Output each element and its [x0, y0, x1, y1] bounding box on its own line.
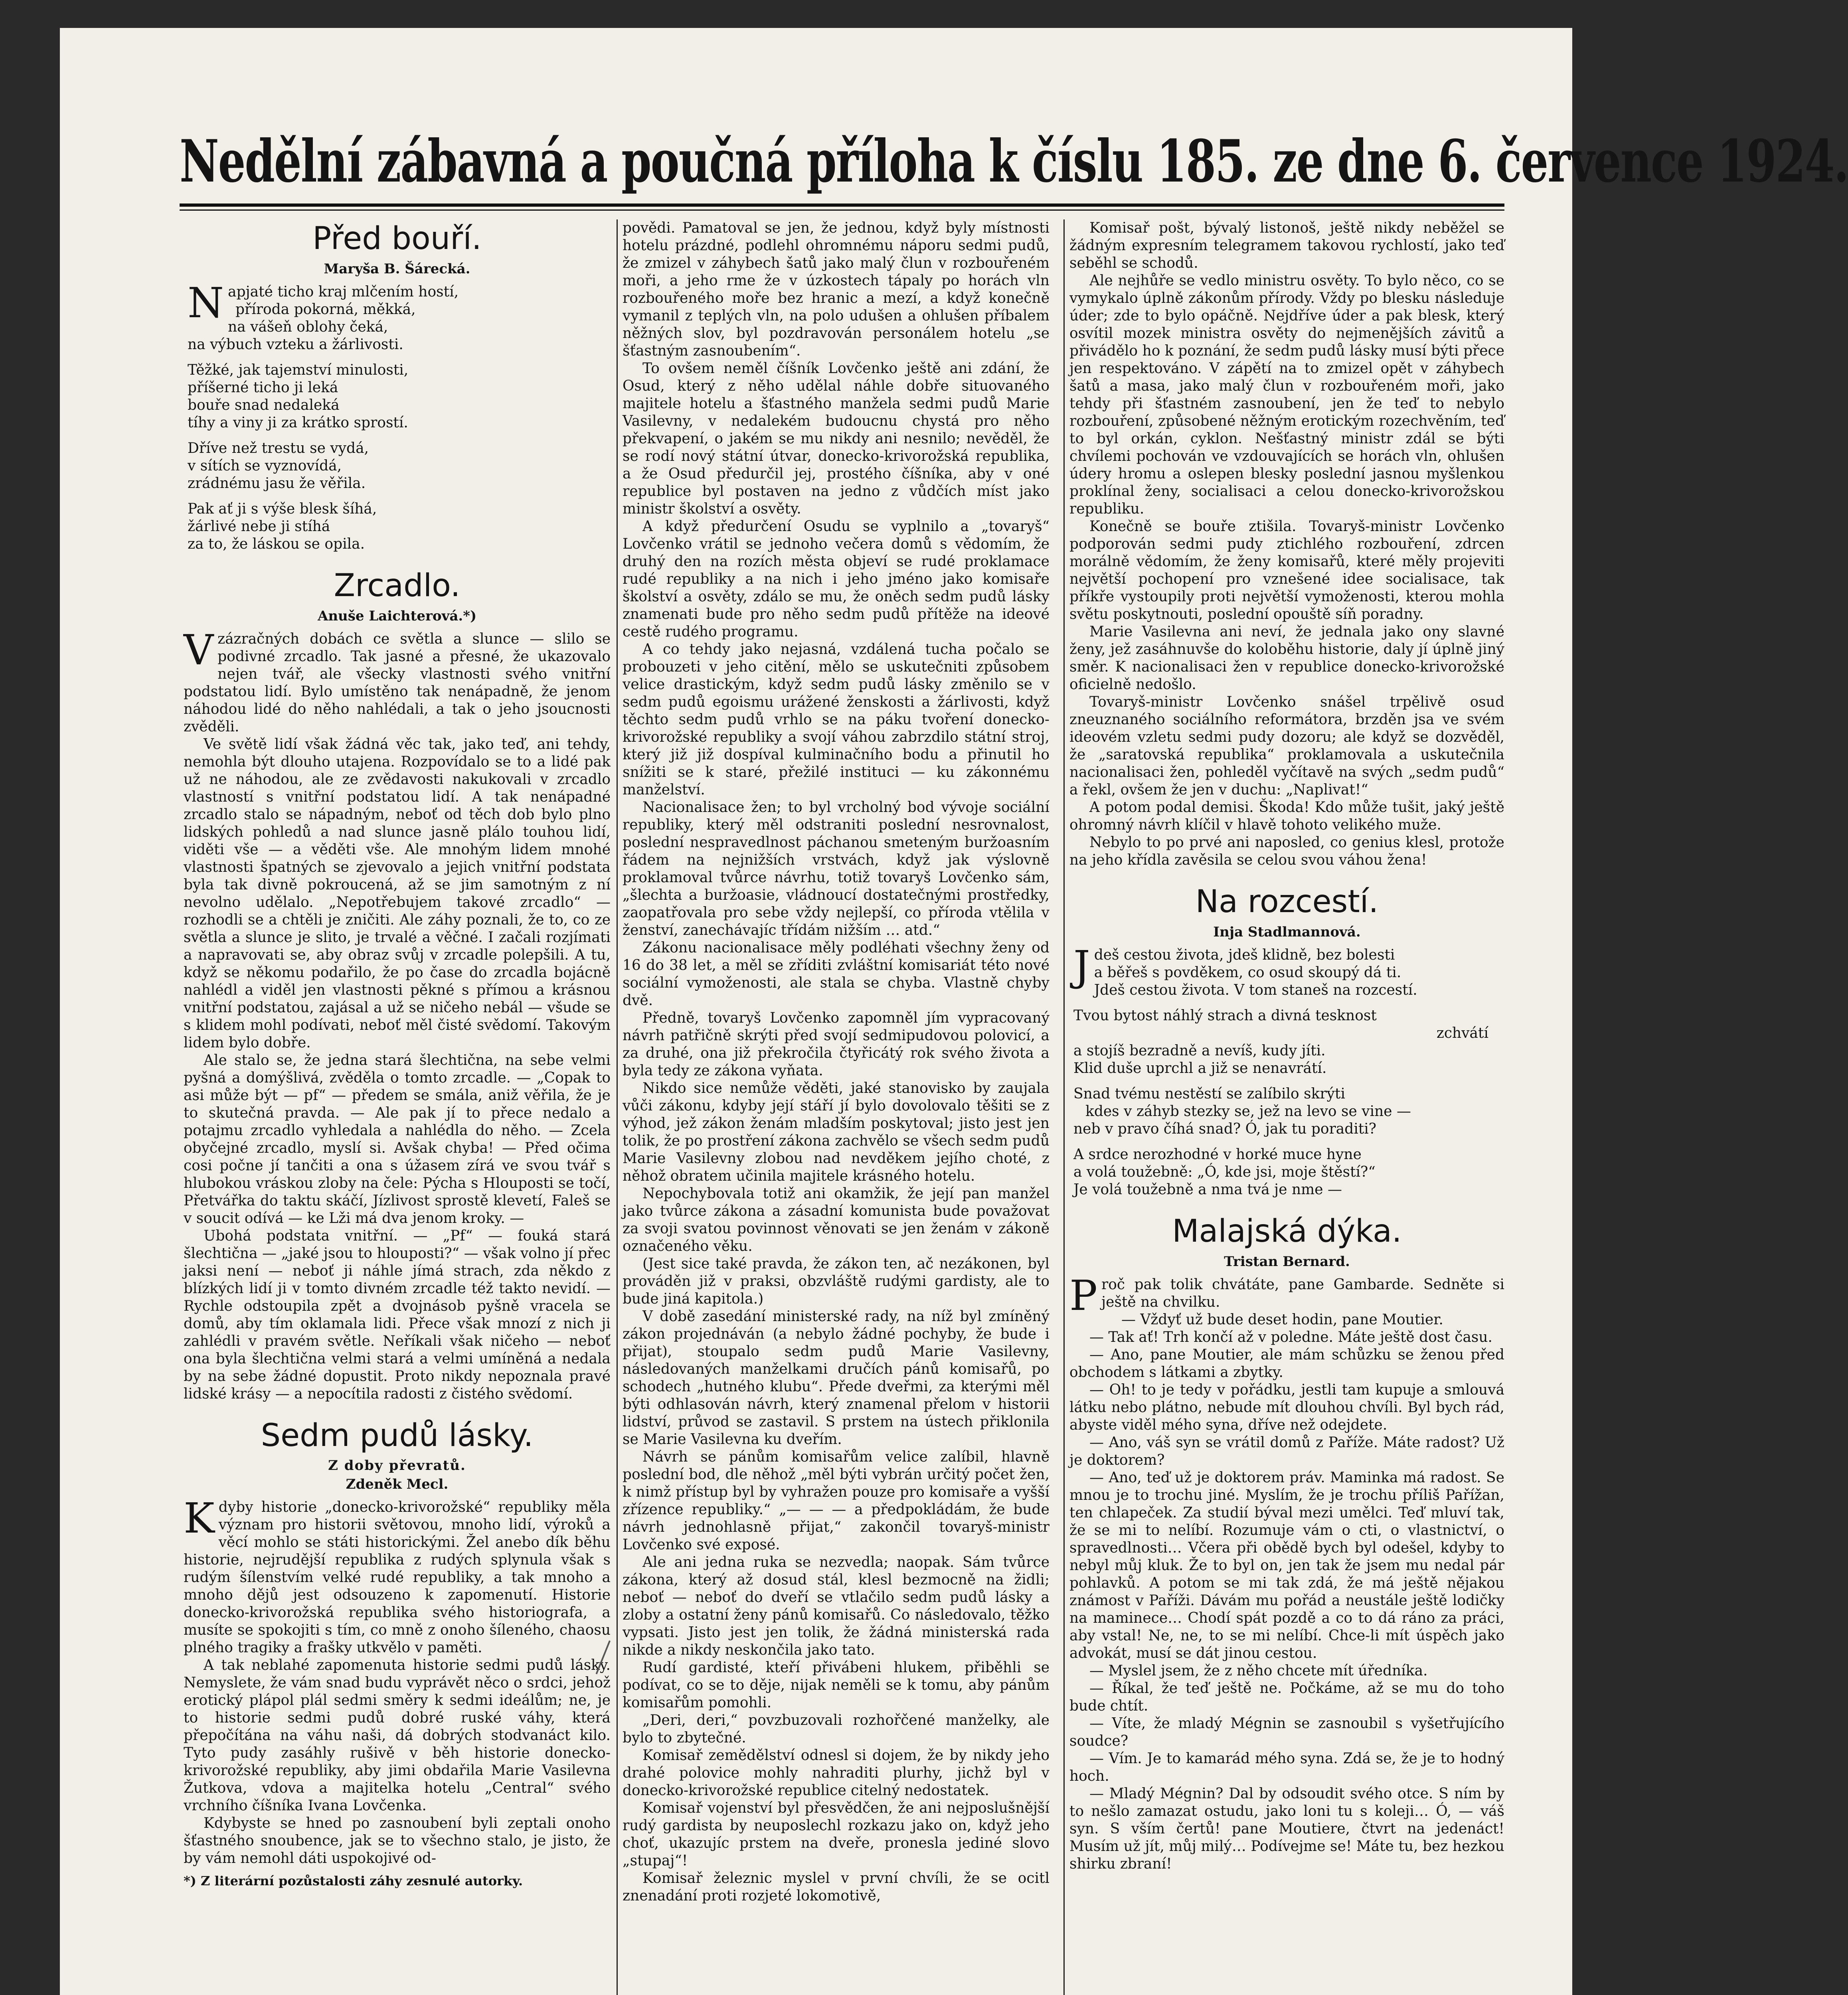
paragraph: Komisař pošt, bývalý listonoš, ještě nikdy neběžel se žádným expresním telegramem takovou rychlostí, jako teď seběhl se schodů.: [1069, 220, 1504, 271]
paragraph: Rudí gardisté, kteří přivábeni hlukem, přiběhli se podívat, co se to děje, nijak neměli se k tomu, aby pánům komisařům pomohli.: [623, 1659, 1050, 1711]
paragraph: A tak neblahé zapomenuta historie sedmi pudů lásky. Nemyslete, že vám snad budu vyprávět něco o srdci, jehož erotický plápol plál sedmi směry k sedmi ideálům; ne, je to historie sedmi pudů dobré ruské váhy, která přepočítána na váhu naši, dá dobrých stodvanáct kilo. Tyto pudy zasáhly rušivě v běh historie donecko-krivorožské republiky, aby jimi obdařila Marie Vasilevna Žutkova, vdova a majitelka hotelu „Central“ svého vrchního číšníka Ivana Lovčenka.: [184, 1657, 611, 1814]
paragraph: Komisař železnic myslel v první chvíli, že se ocitl znenadání proti rozjeté lokomotivě,: [623, 1870, 1050, 1904]
poem-line: Těžké, jak tajemství minulosti,: [188, 362, 409, 378]
poem-stanza: [184, 500, 611, 553]
paragraph: dyby historie „donecko-krivorožské“ republiky měla význam pro historii světovou, mnoho lidí, výroků a věcí mohlo se státi historickými. Žel anebo dík běhu historie, nejrudější republika z rudých splynula však s rudým šílenstvím velké rudé republiky, a tak mnoho a mnoho dějů jest odsouzeno k zapomenutí. Historie donecko-krivorožská republika svého historiografa, a musíte se spokojiti s tím, co mně z onoho šíleného, chaosu plného tragiky a frašky utkvělo v paměti.: [184, 1499, 611, 1656]
poem-line: za to, že láskou se opila.: [188, 536, 365, 552]
paragraph: — Vím. Je to kamarád mého syna. Zdá se, že je to hodný hoch.: [1069, 1750, 1504, 1784]
article-malajska-dyka: [1069, 1212, 1504, 1873]
paragraph: Kdybyste se hned po zasnoubení byli zeptali onoho šťastného snoubence, jak se to všechno stalo, je jisto, že by vám nemohl dáti uspokojivé od-: [184, 1815, 611, 1867]
article-title: Zrcadlo.: [334, 568, 461, 604]
column-1: [184, 219, 611, 1995]
poem-stanza: [184, 279, 611, 354]
article-zrcadlo: [184, 567, 611, 1403]
paragraph: To ovšem neměl číšník Lovčenko ještě ani zdání, že Osud, který z něho udělal náhle dobře situovaného majitele hotelu a šťastného manžela sedmi pudů Marie Vasilevny, v nedalekém budoucnu chystá pro něho překvapení, o jakém se mu nikdy ani nesnilo; nevěděl, že se rodí nový státní útvar, donecko-krivorožská republika, a že Osud předurčil jej, prostého číšníka, aby v oné republice byl postaven na jedno z vůdčích míst jako ministr školství a osvěty.: [623, 360, 1050, 517]
paragraph: Nikdo sice nemůže věděti, jaké stanovisko by zaujala vůči zákonu, kdyby její stáří jí bylo dovolovalo těšiti se z výhod, jež zákon ženám mladším poskytoval; jisto jest jen tolik, že po prostření zákona zachvělo se všech sedm pudů Marie Vasilevny zlobou nad nevděkem jejího choté, z něhož obratem učinila majitele krásného hotelu.: [623, 1080, 1050, 1184]
article-author: Anuše Laichterová.*): [317, 608, 477, 624]
poem-line: Je volá toužebně a nma tvá je nme —: [1073, 1181, 1342, 1198]
poem-line: Snad tvému nestěstí se zalíbilo skrýti: [1073, 1086, 1345, 1102]
poem-line: na výbuch vzteku a žárlivosti.: [188, 336, 403, 353]
column-divider: [1063, 219, 1065, 1995]
paragraph: roč pak tolik chvátáte, pane Gambarde. Sedněte si ještě na chvilku.: [1101, 1276, 1504, 1310]
poem-line: příroda pokorná, měkká,: [235, 301, 416, 318]
column-3: [1069, 219, 1504, 1995]
poem-line: tíhy a viny ji za krátko sprostí.: [188, 415, 408, 431]
paragraph: — Vždyť už bude deset hodin, pane Moutier.: [1121, 1312, 1443, 1328]
poem-stanza: [1069, 1007, 1504, 1077]
article-title: Před bouří.: [312, 221, 482, 257]
poem-line: apjaté ticho kraj mlčením hostí,: [228, 284, 459, 300]
paragraph: Komisař zemědělství odnesl si dojem, že by nikdy jeho drahé polovice mohly nahraditi plurhy, jichž byl v donecko-krivorožské republice citelný nedostatek.: [623, 1747, 1050, 1799]
poem-line: kdes v záhyb stezky se, jež na levo se vine —: [1085, 1103, 1411, 1120]
paragraph: Marie Vasilevna ani neví, že jednala jako ony slavné ženy, jež zasáhnuvše do koloběhu historie, daly jí úplně jiný směr. K nacionalisaci žen v republice donecko-krivorožské oficielně nedošlo.: [1069, 624, 1504, 693]
drop-cap: J: [1073, 942, 1090, 990]
paragraph: Ubohá podstata vnitřní. — „Pf“ — fouká stará šlechtična — „jaké jsou to hlouposti?“ — však volno jí přec jaksi není — neboť ji náhle jímá strach, zda někdo z blízkých lidí ji v tomto divném zrcadle též takto nevidí. — Rychle odstoupila zpět a dvojnásob pyšně vracela se domů, aby tím oklamala lidi. Přece však mnozí z nich ji zahlédli v pravém světle. Neříkali však ničeho — neboť ona byla šlechtična velmi stará a velmi umíněná a nedala by na sebe žádné dopustit. Proto nikdy nepoznala pravé lidské krásy — a nepocítila radosti z čistého svědomí.: [184, 1228, 611, 1402]
article-title: Na rozcestí.: [1195, 884, 1379, 920]
newspaper-page: [60, 28, 1848, 1995]
poem-line: zrádnému jasu že věřila.: [188, 475, 366, 492]
drop-cap: V: [184, 626, 214, 674]
article-author: Inja Stadlmannová.: [1213, 924, 1361, 940]
paragraph: Nepochybovala totiž ani okamžik, že její pan manžel jako tvůrce zákona a zásadní komunista bude považovat za svoji svatou povinnost věnovati se jen ženám v zákoně označeného věku.: [623, 1185, 1050, 1254]
paragraph: Ale ani jedna ruka se nezvedla; naopak. Sám tvůrce zákona, který až dosud stál, klesl bezmocně na židli; neboť — neboť do dveří se vtlačilo sedm pudů lásky a zloby a ostatní ženy pánů komisařů. Co následovalo, těžko vypsati. Jisto jest jen tolik, že žádná ministerská rada nikde a nikdy neskončila jako tato.: [623, 1554, 1050, 1658]
paragraph: Předně, tovaryš Lovčenko zapomněl jím vypracovaný návrh patřičně skrýti před svojí sedmipudovou polovicí, a za druhé, ona již překročila čtyřicátý rok svého života a byla tedy ze zákona vyňata.: [623, 1010, 1050, 1079]
poem-line: na vášeň oblohy čeká,: [228, 319, 388, 335]
paragraph: — Mladý Mégnin? Dal by odsoudit svého otce. S ním by to nešlo zamazat ostudu, jako loni tu s koleji… Ó, — váš syn. S vším čertů! pane Moutiere, čtvrt na jedenáct! Musím už jít, můj milý… Podívejme se! Máte tu, bez hezkou shirku zbraní!: [1069, 1786, 1504, 1872]
poem-stanza: [184, 361, 611, 432]
paragraph: V době zasedání ministerské rady, na níž byl zmíněný zákon projednáván (a nebylo žádné pochyby, že bude i přijat), stoupalo sedm pudů Marie Vasilevny, následovaných manželkami dručích pánů komisařů, po schodech „hutného klubu“. Přede dveřmi, za kterými měl býti odhlasován návrh, který znamenal přelom v historii lidství, průvod se zastavil. S prstem na ústech přiklonila se Marie Vasilevna ku dveřím.: [623, 1308, 1050, 1448]
paragraph: — Ano, váš syn se vrátil domů z Paříže. Máte radost? Už je doktorem?: [1069, 1434, 1504, 1468]
poem-stanza: [1069, 942, 1504, 999]
column-divider: [617, 219, 618, 1995]
paragraph: A potom podal demisi. Škoda! Kdo může tušit, jaký ještě ohromný návrh klíčil v hlavě tohoto velikého muže.: [1069, 799, 1504, 833]
article-title: Malajská dýka.: [1172, 1213, 1402, 1249]
article-subtitle: Z doby převratů.: [328, 1458, 466, 1474]
paragraph: Návrh se pánům komisařům velice zalíbil, hlavně poslední bod, dle něhož „měl býti vybrán určitý počet žen, k nimž přístup byl by vyhražen pouze pro komisaře a vyšší zřízence republiky.“ „— — — a předpokládám, že bude návrh jednohlasně přijat,“ zakončil tovaryš-ministr Lovčenko své exposé.: [623, 1449, 1050, 1553]
poem-stanza: [184, 440, 611, 492]
drop-cap: P: [1069, 1271, 1097, 1320]
paragraph: — Myslel jsem, že z něho chcete mít úředníka.: [1089, 1663, 1428, 1679]
poem-line: bouře snad nedaleká: [188, 397, 340, 413]
article-author: Tristan Bernard.: [1224, 1254, 1350, 1270]
poem-line: Jdeš cestou života. V tom staneš na rozcestí.: [1094, 982, 1417, 998]
footnote: *) Z literární pozůstalosti záhy zesnulé autorky.: [184, 1873, 523, 1888]
headline-rule-thin: [180, 209, 1504, 211]
paragraph: Ve světě lidí však žádná věc tak, jako teď, ani tehdy, nemohla být dlouho utajena. Rozpovídalo se to a lidé pak už ne náhodou, ale ze zvědavosti nakukovali v zrcadlo vlastností s vnitřní podstatou lidí. A tak nenápadné zrcadlo stalo se nápadným, neboť od těch dob bylo plno lidských pohledů a nad slunce jasně plálo touhou lidí, viděti vše — a věděti vše. Ale mnohým lidem mnohé vlastnosti špatných se zjevovalo a jejich vnitřní podstata byla tak divně pokroucená, až se jim samotným z ní nevolno udělalo. „Nepotřebujem takové zrcadlo“ — rozhodli se a chtěli je zničiti. Ale záhy poznali, že to, co ze světla a slunce je slito, je trvalé a věčné. I začali rozjímati a napravovati se, aby obraz svůj v zrcadle polepšili. A tu, když se někomu podařilo, že po čase do zrcadla bojácně nahlédl a viděl jen vlastnosti pěkné s přímou a krásnou vnitřní podstatou, zajásal a už se ničeho nebál — všude se s klidem mohl podívati, neboť měl čisté svědomí. Takovým lidem bylo dobře.: [184, 736, 611, 1051]
poem-line: a stojíš bezradně a nevíš, kudy jíti.: [1073, 1043, 1326, 1059]
article-title: Sedm pudů lásky.: [261, 1418, 534, 1454]
column-2: [623, 219, 1050, 1995]
poem-line: deš cestou života, jdeš klidně, bez bolesti: [1094, 947, 1395, 963]
poem-stanza: [1069, 1146, 1504, 1199]
poem-line: zchvátí: [1436, 1025, 1488, 1041]
poem-line: v sítích se vyznovídá,: [188, 458, 342, 474]
paragraph: Ale stalo se, že jedna stará šlechtična, na sebe velmi pyšná a domýšlivá, zvěděla o tomto zrcadle. — „Copak to asi může být — pf“ — předem se smála, aniž věřila, že je to skutečná pravda. — Ale pak jí to přece nedalo a potajmu zrcadlo vyhledala a nahlédla do něho. — Zcela obyčejné zrcadlo, myslí si. Avšak chyba! — Před očima cosi počne jí tančiti a ona s úžasem zírá ve svou tvář s hlubokou vráskou zloby na čele: Pýcha s Hlouposti se točí, Přetvářka do taktu skáčí, Jízlivost sprostě klevetí, Faleš se v soucit odívá — ke Lži má dva jenom kroky. —: [184, 1052, 611, 1227]
paragraph: — Ano, teď už je doktorem práv. Maminka má radost. Se mnou je to trochu jiné. Myslím, že je trochu příliš Pařížan, ten chlapeček. Za studií býval mezi umělci. Teď mluví tak, že se mi to nelíbí. Rozumuje vám o cti, o vlastnictví, o spravedlnosti… Včera při obědě bych byl odešel, kdyby to nebyl můj kluk. Že to byl on, jen tak že jsem mu nedal pár pohlavků. A potom se mi tak zdá, že má ještě nějakou známost v Paříži. Dávám mu pořád a neustále ještě lodičky na maminece… Chodí spát pozdě a co to dá ráno za práci, aby vstal! Ne, ne, to se mi nelíbí. Chce-li mít úspěch jako advokát, musí se dát jinou cestou.: [1069, 1470, 1504, 1661]
paragraph: Nebylo to po prvé ani naposled, co genius klesl, protože na jeho křídla zavěsila se celou svou váhou žena!: [1069, 834, 1504, 868]
paragraph: A když předurčení Osudu se vyplnilo a „tovaryš“ Lovčenko vrátil se jednoho večera domů s vědomím, že druhý den na rozích města objeví se rudé proklamace rudé republiky a na nich i jeho jméno jako komisaře školství a osvěty, zdálo se mu, že oněch sedm pudů lásky znamenati bude pro něho sedm pudů přítěže na ideové cestě rudého programu.: [623, 518, 1050, 640]
drop-cap: K: [184, 1494, 215, 1543]
paragraph: zázračných dobách ce světla a slunce — slilo se podivné zrcadlo. Tak jasné a přesné, že ukazovalo nejen tvář, ale všecky vlastnosti svého vnitřní podstatou lidí. Bylo umístěno tak nenápadně, že jenom náhodou lidé do něho nahlédali, a tak o jeho jsoucnosti zvěděli.: [184, 631, 611, 735]
poem-line: příšerné ticho ji leká: [188, 379, 338, 396]
article-author: Maryša B. Šárecká.: [324, 261, 470, 277]
poem-line: Pak ať ji s výše blesk šíhá,: [188, 501, 377, 517]
poem-na-rozcesti: [1069, 883, 1504, 1199]
paragraph: Konečně se bouře ztišila. Tovaryš-ministr Lovčenko podporován sedmi pudy ztichlého rozbouření, zdrcen morálně vědomím, že ženy komisařů, které měly projeviti největší pochopení pro vznešené idee socialisace, tak příkře vystoupily proti největší vymoženosti, kterou mohla světu poskytnouti, poslední opouště síň poradny.: [1069, 518, 1504, 622]
poem-line: A srdce nerozhodné v horké muce hyne: [1073, 1146, 1362, 1163]
poem-line: a běřeš s povděkem, co osud skoupý dá ti.: [1094, 964, 1401, 981]
paragraph: (Jest sice také pravda, že zákon ten, ač nezákonen, byl prováděn již v praksi, obzvláště rudými gardisty, ale to bude jiná kapitola.): [623, 1256, 1050, 1307]
article-author: Zdeněk Mecl.: [346, 1476, 449, 1492]
paragraph: „Deri, deri,“ povzbuzovali rozhořčené manželky, ale bylo to zbytečné.: [623, 1712, 1050, 1746]
paragraph: — Říkal, že teď ještě ne. Počkáme, až se mu do toho bude chtít.: [1069, 1680, 1504, 1714]
poem-line: Tvou bytost náhlý strach a divná tesknost: [1073, 1007, 1377, 1024]
paragraph: povědi. Pamatoval se jen, že jednou, když byly místnosti hotelu prázdné, podlehl ohromnému náporu sedmi pudů, že zmizel v záhybech šatů jako malý člun v rozbouřeném moři, a jeho rme že v úzkostech tápaly po horách vln rozbouřeného moře bez hranic a mezí, a když konečně vymanil z teplých vln, na polo udušen a ohlušen příbalem něžných slov, byl pozdravován personálem hotelu „se šťastným zasnoubením“.: [623, 220, 1050, 359]
poem-line: a volá toužebně: „Ó, kde jsi, moje štěstí?“: [1073, 1164, 1376, 1180]
article-sedm-pudu: [184, 1416, 611, 1889]
poem-line: Dříve než trestu se vydá,: [188, 440, 369, 456]
poem-line: neb v pravo číhá snad? Ó, jak tu poraditi?: [1073, 1121, 1377, 1137]
poem-line: Klid duše uprchl a již se nenavrátí.: [1073, 1060, 1327, 1077]
paragraph: Nacionalisace žen; to byl vrcholný bod vývoje sociální republiky, který měl odstraniti poslední nesrovnalost, poslední nespravedlnost páchanou smeteným buržoasním řádem na nejnižších vrstvách, když jak výslovně proklamoval tvůrce návrhu, totiž tovaryš Lovčenko sám, „šlechta a buržoasie, vládnoucí dostatečnými prostředky, zaopatřovala pro sebe vždy nejlepší, co příroda vtělila v ženství, zanechávajíc třídám nižším … atd.“: [623, 799, 1050, 938]
headline-rule-thick: [180, 203, 1504, 207]
poem-line: žárlivé nebe ji stíhá: [188, 518, 330, 535]
paragraph: A co tehdy jako nejasná, vzdálená tucha počalo se probouzeti v jeho citění, mělo se uskutečniti způsobem velice drastickým, když sedm pudů lásky změnilo se v sedm pudů egoismu urážené ženskosti a žárlivosti, když těchto sedm pudů vrhlo se na páku tvoření donecko-krivorožské republiky a svojí váhou zabrzdilo státní stroj, který již již dospíval kulminačního bodu a přinutil ho snížiti se k staré, přežilé instituci — ku zákonnému manželství.: [623, 641, 1050, 798]
paragraph: Komisař vojenství byl přesvědčen, že ani nejposlušnější rudý gardista by neuposlechl rozkazu jako on, když jeho choť, ukazujíc prstem na dveře, pronesla jediné slovo „stupaj“!: [623, 1800, 1050, 1869]
paragraph: Zákonu nacionalisace měly podléhati všechny ženy od 16 do 38 let, a měl se zříditi zvláštní komisariát této nové sociální vymoženosti, ale stala se chyba. Vlastně chyby dvě.: [623, 940, 1050, 1009]
paragraph: Ale nejhůře se vedlo ministru osvěty. To bylo něco, co se vymykalo úplně zákonům přírody. Vždy po blesku následuje úder; zde to bylo opáčně. Nejdříve úder a pak blesk, který osvítil mozek ministra osvěty do nejmenějších závitů a přivádělo ho k poznání, že sedm pudů lásky musí býti přece jen respektováno. V zápětí na to zmizel opět v záhybech šatů a masa, jako malý člun v rozbouřeném moři, jako tehdy při šťastném zasnoubení, jen že teď to nebylo rozbouření, způsobené něžným erotickým rozechvěním, teď to byl orkán, cyklon. Nešťastný ministr zdál se býti chvílemi pochován ve vzdouvajících se horách vln, ohlušen údery hromu a oslepen blesky poslední jasnou myšlenkou proklínal ženy, socialisaci a celou donecko-krivorožskou republiku.: [1069, 273, 1504, 517]
poem-pred-bouri: [184, 219, 611, 553]
paragraph: — Tak ať! Trh končí až v poledne. Máte ještě dost času.: [1089, 1329, 1493, 1345]
page-headline: Nedělní zábavná a poučná příloha k číslu 185. ze dne 6. července 1924.: [180, 127, 1848, 196]
paragraph: — Víte, že mladý Mégnin se zasnoubil s vyšetřujícího soudce?: [1069, 1715, 1504, 1749]
paragraph: — Ano, pane Moutier, ale mám schůzku se ženou před obchodem s látkami a zbytky.: [1069, 1347, 1504, 1381]
drop-cap: N: [188, 279, 224, 327]
paragraph: — Oh! to je tedy v pořádku, jestli tam kupuje a smlouvá látku nebo plátno, nebude mít dlouhou chvíli. Byl bych rád, abyste viděl mého syna, dříve než odejdete.: [1069, 1382, 1504, 1433]
article-sedm-pudu-continued: [1069, 219, 1504, 869]
poem-stanza: [1069, 1085, 1504, 1138]
paragraph: Tovaryš-ministr Lovčenko snášel trpělivě osud zneuznaného sociálního reformátora, brzděn jsa ve svém ideovém vzletu sedmi pudy dozoru; ale když se dozvěděl, že „saratovská republika“ proklamovala a uskutečnila nacionalisaci žen, pohleděl vyčítavě na svých „sedm pudů“ a řekl, ovšem že jen v duchu: „Naplivat!“: [1069, 694, 1504, 798]
